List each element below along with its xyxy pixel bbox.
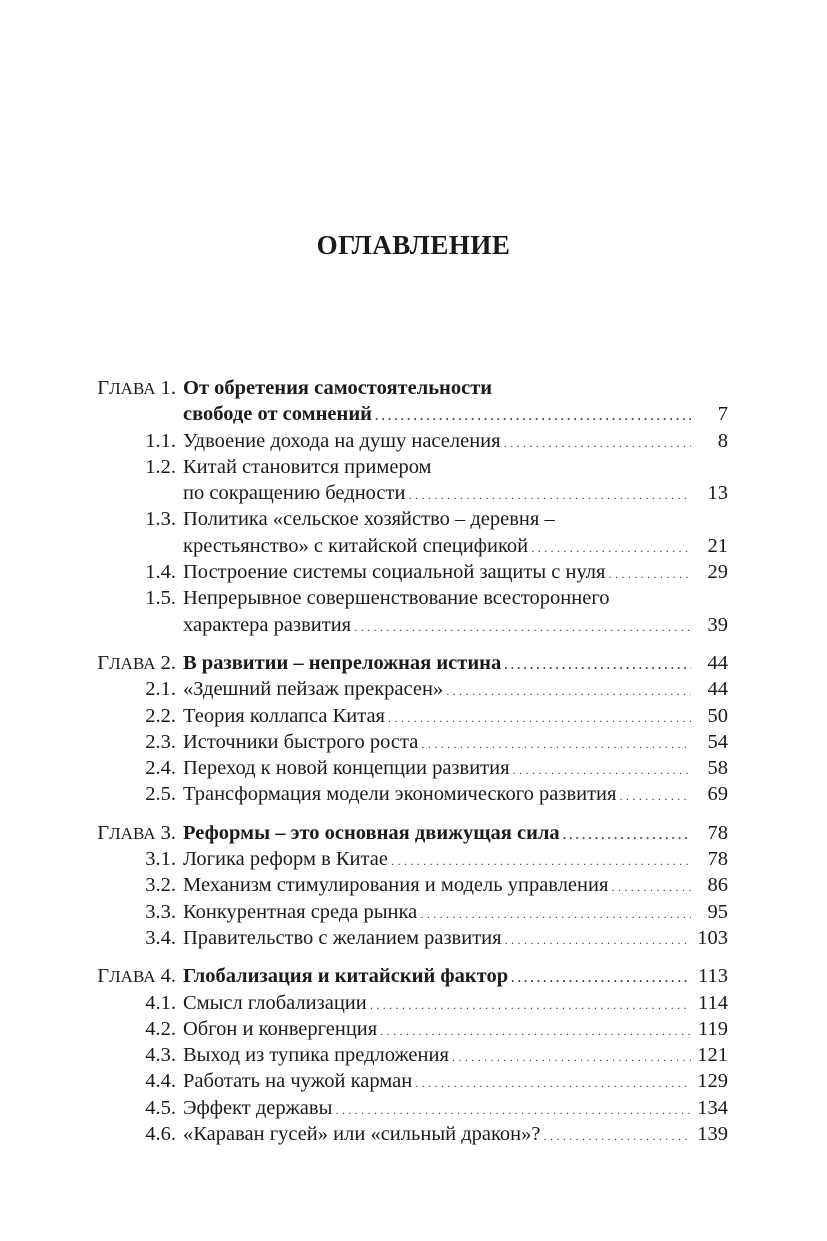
- section-title-line[interactable]: [0, 872, 827, 898]
- chapter-title-line[interactable]: [0, 375, 827, 401]
- section-number: 2.4.: [145, 757, 176, 780]
- page-number: 54: [707, 730, 728, 753]
- section-title: Теория коллапса Китая . . .: [183, 703, 691, 731]
- section-title: Переход к новой концепции развития . . .: [183, 755, 691, 783]
- section-number: 3.1.: [145, 848, 176, 871]
- page-number: 121: [697, 1044, 728, 1067]
- section-title-line[interactable]: [0, 559, 827, 585]
- page-number: 103: [697, 926, 728, 949]
- page-number: 134: [697, 1096, 728, 1119]
- chapter-title-line[interactable]: [0, 963, 827, 989]
- section-title: по сокращению бедности . . .: [183, 480, 691, 508]
- page-number: 78: [707, 848, 728, 871]
- section-title-line[interactable]: [0, 480, 827, 506]
- chapter-title: От обретения самостоятельности: [183, 377, 493, 399]
- page-number: 95: [707, 900, 728, 923]
- chapter-number: ГЛАВА 1.: [97, 377, 176, 399]
- section-title-line[interactable]: [0, 755, 827, 781]
- section-number: 1.1.: [145, 429, 176, 452]
- section-number: 1.2.: [145, 455, 176, 478]
- section-title: Построение системы социальной защиты с нуля . . .: [183, 559, 691, 587]
- section-title-line[interactable]: [0, 1095, 827, 1121]
- chapter-block: [0, 375, 827, 638]
- page-number: 29: [707, 561, 728, 584]
- chapter-block: [0, 650, 827, 808]
- section-title: Механизм стимулирования и модель управления . . .: [183, 872, 691, 900]
- section-title-line[interactable]: [0, 703, 827, 729]
- section-title-line[interactable]: [0, 729, 827, 755]
- section-title-line[interactable]: [0, 1121, 827, 1147]
- section-title: Конкурентная среда рынка . . .: [183, 899, 691, 927]
- section-number: 4.4.: [145, 1070, 176, 1093]
- chapter-title: Реформы – это основная движущая сила . . .: [183, 820, 691, 848]
- section-title-line[interactable]: [0, 1068, 827, 1094]
- section-title-line[interactable]: [0, 612, 827, 638]
- page-number: 114: [698, 991, 728, 1014]
- section-title-line[interactable]: [0, 585, 827, 611]
- section-title: Выход из тупика предложения . . .: [183, 1042, 691, 1070]
- page-number: 13: [707, 482, 728, 505]
- section-title-line[interactable]: [0, 676, 827, 702]
- chapter-number: ГЛАВА 3.: [97, 821, 176, 844]
- page-number: 86: [707, 874, 728, 897]
- page-number: 69: [707, 783, 728, 806]
- page-number: 8: [717, 429, 728, 452]
- chapter-block: [0, 820, 827, 951]
- section-title: характера развития . . .: [183, 612, 691, 640]
- section-title: Китай становится примером: [183, 455, 432, 478]
- section-title-line[interactable]: [0, 1042, 827, 1068]
- section-title: Правительство с желанием развития . . .: [183, 925, 691, 953]
- section-title: «Караван гусей» или «сильный дракон»? . . .: [183, 1121, 691, 1149]
- section-title: Трансформация модели экономического развития . . .: [183, 781, 691, 809]
- section-title: Обгон и конвергенция . . .: [183, 1016, 691, 1044]
- section-title: Смысл глобализации . . .: [183, 990, 691, 1018]
- page-number: 129: [697, 1070, 728, 1093]
- section-title-line[interactable]: [0, 506, 827, 532]
- section-title-line[interactable]: [0, 846, 827, 872]
- section-title: Источники быстрого роста . . .: [183, 729, 691, 757]
- page-number: 119: [698, 1017, 728, 1040]
- section-number: 4.6.: [145, 1123, 176, 1146]
- chapter-number: ГЛАВА 2.: [97, 651, 176, 674]
- page-number: 78: [707, 821, 728, 844]
- page-number: 58: [707, 757, 728, 780]
- section-number: 4.3.: [145, 1044, 176, 1067]
- section-number: 4.5.: [145, 1096, 176, 1119]
- section-title-line[interactable]: [0, 533, 827, 559]
- page-number: 39: [707, 613, 728, 636]
- section-number: 1.4.: [145, 561, 176, 584]
- section-title-line[interactable]: [0, 454, 827, 480]
- section-number: 3.4.: [145, 926, 176, 949]
- section-number: 4.1.: [145, 991, 176, 1014]
- chapter-title-line[interactable]: [0, 401, 827, 427]
- section-title: Работать на чужой карман . . .: [183, 1068, 691, 1096]
- section-number: 2.5.: [145, 783, 176, 806]
- chapter-title: Глобализация и китайский фактор . . .: [183, 963, 691, 991]
- page-number: 44: [707, 678, 728, 701]
- page-number: 7: [717, 403, 728, 426]
- section-title-line[interactable]: [0, 781, 827, 807]
- page-number: 139: [697, 1123, 728, 1146]
- page-title: ОГЛАВЛЕНИЕ: [316, 230, 511, 260]
- chapter-block: [0, 963, 827, 1147]
- chapter-title-line[interactable]: [0, 820, 827, 846]
- page-number: 44: [707, 651, 728, 674]
- section-title-line[interactable]: [0, 428, 827, 454]
- section-title: «Здешний пейзаж прекрасен» . . .: [183, 676, 691, 704]
- section-number: 2.2.: [145, 704, 176, 727]
- section-title: Эффект державы . . .: [183, 1095, 691, 1123]
- section-title-line[interactable]: [0, 990, 827, 1016]
- section-number: 4.2.: [145, 1017, 176, 1040]
- section-title-line[interactable]: [0, 899, 827, 925]
- section-number: 3.2.: [145, 874, 176, 897]
- section-title: Удвоение дохода на душу населения . . .: [183, 428, 691, 456]
- page-number: 50: [707, 704, 728, 727]
- section-title: Политика «сельское хозяйство – деревня –: [183, 508, 555, 531]
- section-number: 1.5.: [145, 587, 176, 610]
- chapter-number: ГЛАВА 4.: [97, 965, 176, 988]
- section-number: 1.3.: [145, 508, 176, 531]
- section-title: Логика реформ в Китае . . .: [183, 846, 691, 874]
- section-number: 2.3.: [145, 730, 176, 753]
- section-number: 2.1.: [145, 678, 176, 701]
- section-title-line[interactable]: [0, 925, 827, 951]
- section-title: крестьянство» с китайской спецификой . . .: [183, 533, 691, 561]
- chapter-title: свободе от сомнений . . .: [183, 401, 691, 429]
- chapter-title: В развитии – непреложная истина . . .: [183, 650, 691, 678]
- table-of-contents: [0, 375, 827, 1159]
- page-number: 21: [707, 534, 728, 557]
- page-number: 113: [698, 965, 728, 988]
- section-title: Непрерывное совершенствование всестороннего: [183, 587, 610, 610]
- section-number: 3.3.: [145, 900, 176, 923]
- chapter-title-line[interactable]: [0, 650, 827, 676]
- section-title-line[interactable]: [0, 1016, 827, 1042]
